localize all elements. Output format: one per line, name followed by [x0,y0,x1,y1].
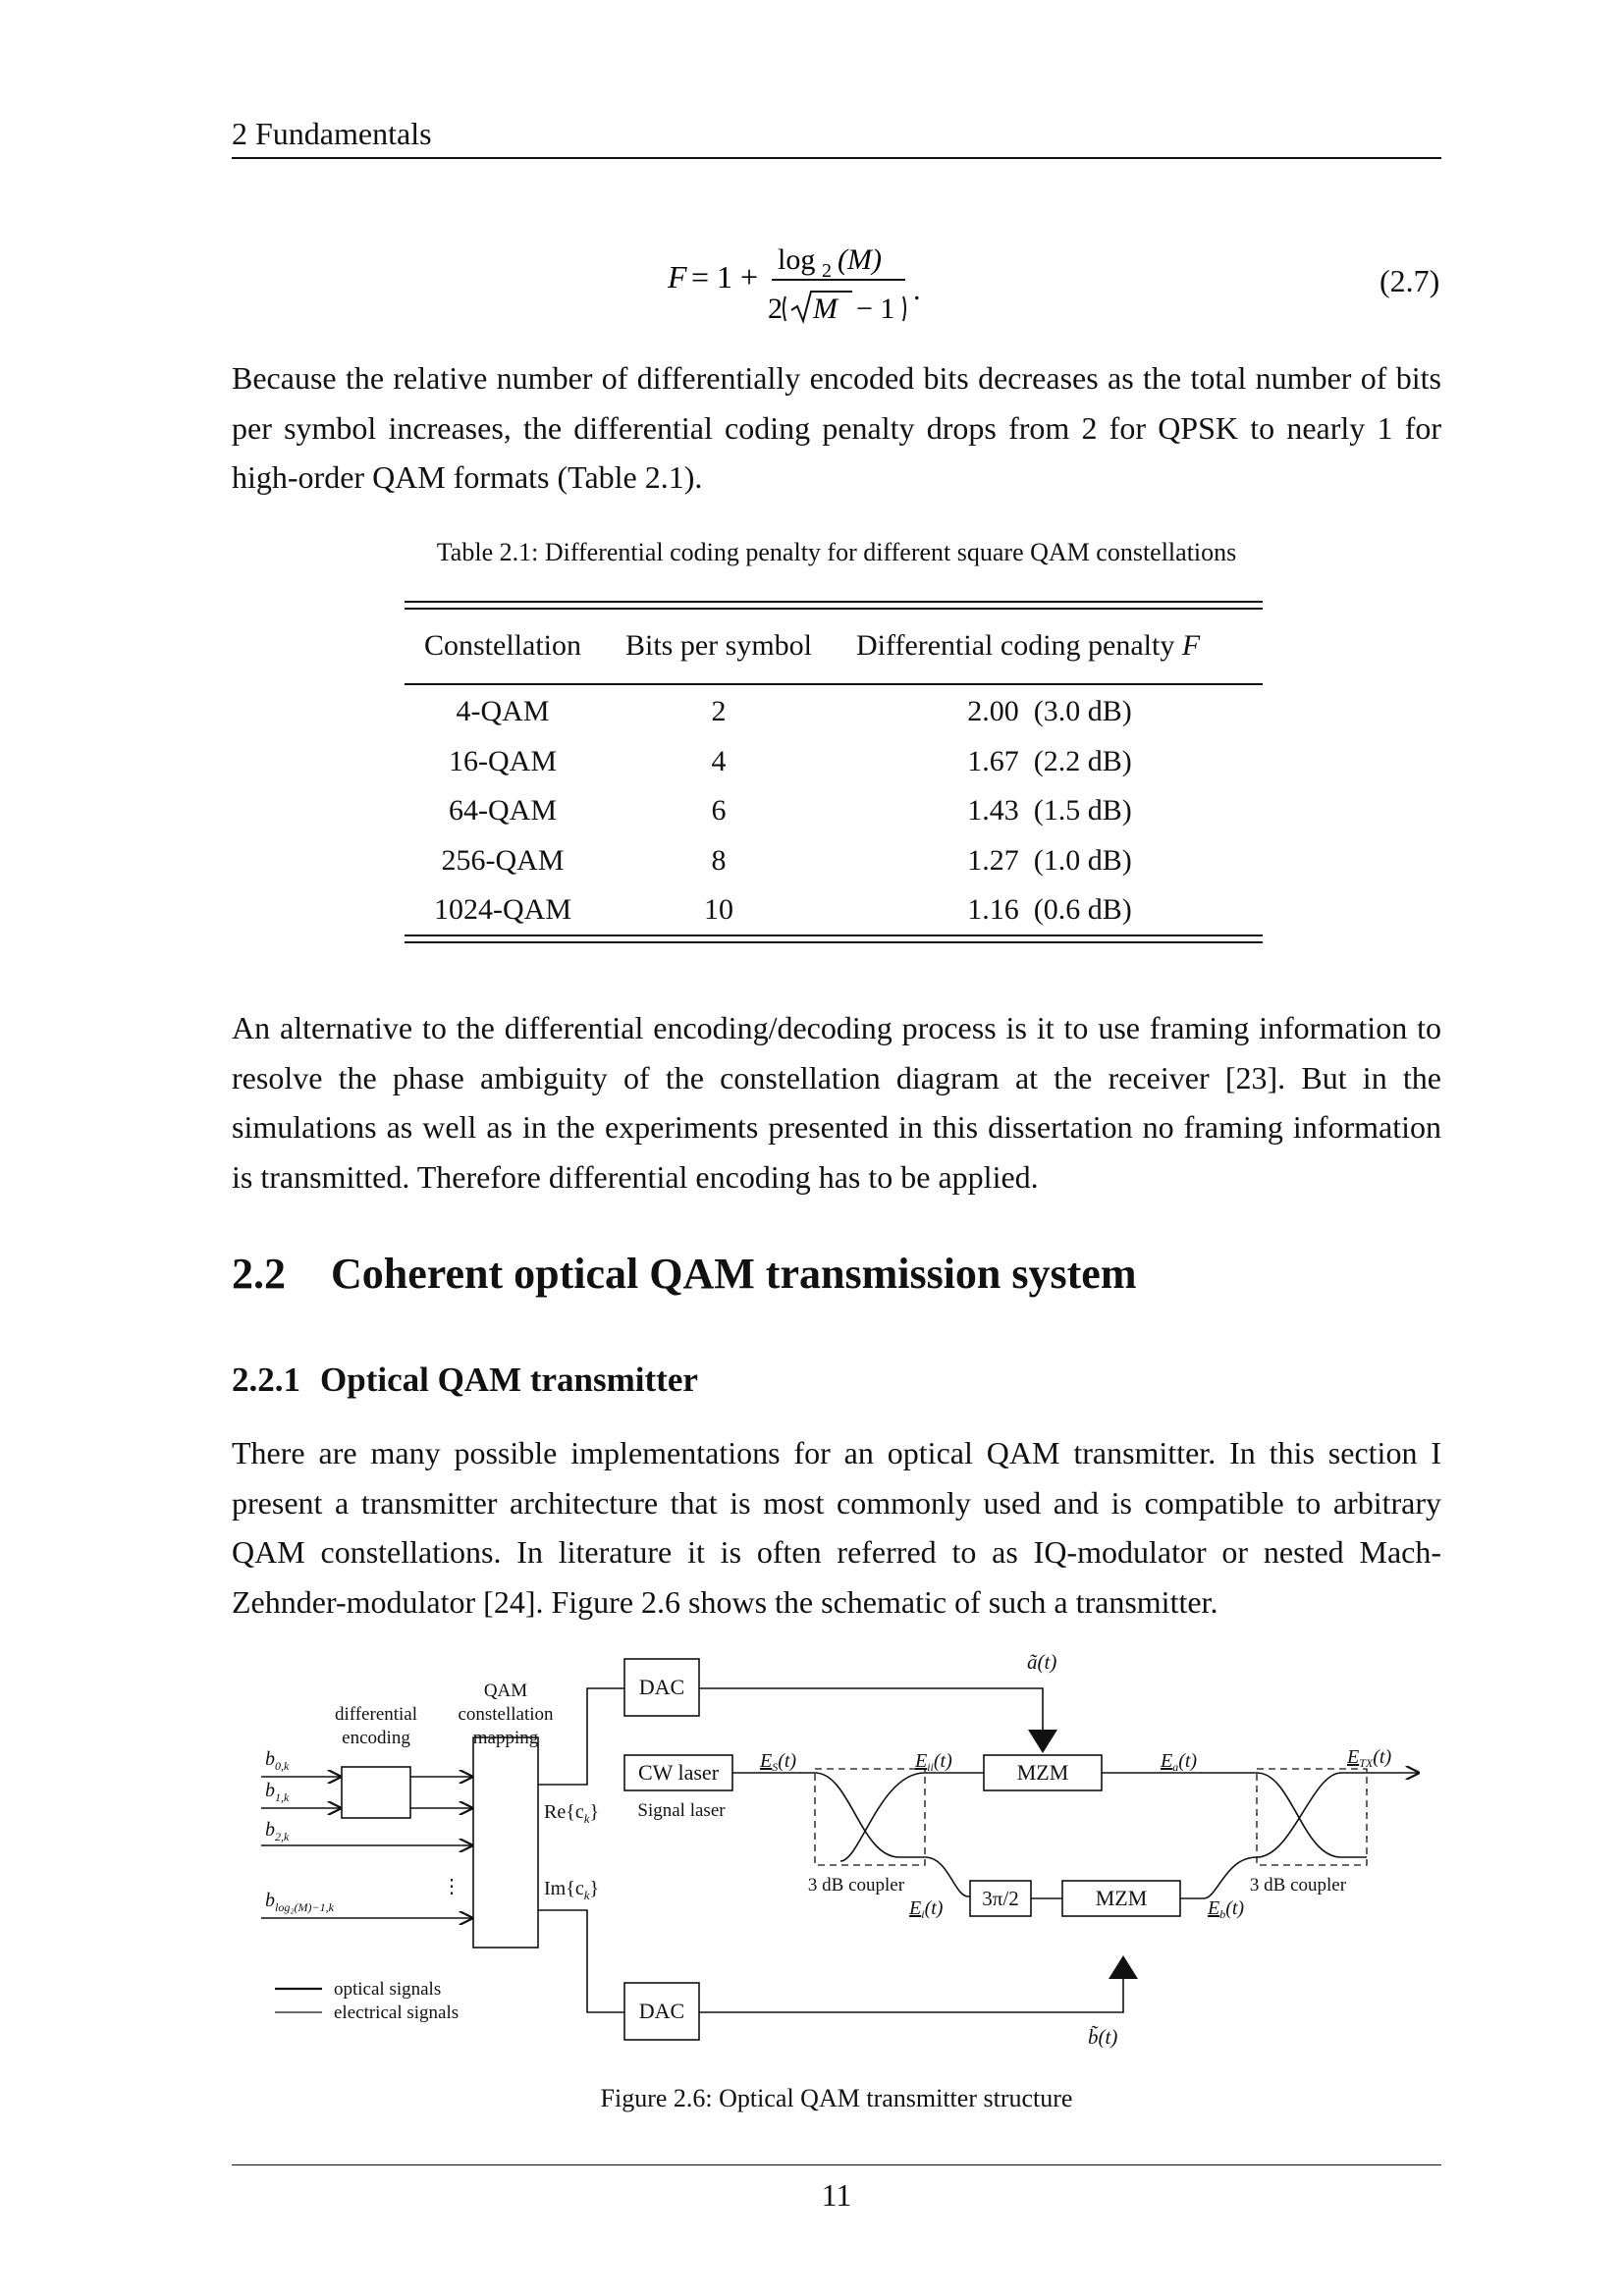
table-cell: 1024-QAM [434,893,571,927]
table-cell: 10 [704,893,733,927]
coupler-left-box [815,1769,925,1865]
label-ea: $E_a(t)$ [1161,1750,1198,1774]
label-coupler-right: 3 dB coupler [1249,1875,1347,1896]
running-head: 2 Fundamentals [232,116,432,151]
eq-num-sub: 2 [822,260,832,282]
table-bottom-rule-2 [405,941,1263,943]
label-a-t: ã(t) [1027,1650,1057,1674]
header-rule [232,157,1441,159]
legend-optical-label: optical signals [334,1979,442,2000]
label-b-t: b̃(t) [1088,2025,1118,2049]
label-mzm-bottom: MZM [1095,1886,1148,1910]
table-cell: 256-QAM [441,843,565,877]
table-cell: 64-QAM [449,794,557,828]
line-re-to-dac [538,1688,624,1785]
eq-num-arg: (M) [838,243,882,276]
legend-electrical-label: electrical signals [334,2002,460,2023]
label-coupler-left: 3 dB coupler [807,1875,905,1896]
label-dac-top: DAC [638,1675,685,1699]
subsection-heading: 2.2.1 Optical QAM transmitter [232,1361,698,1399]
page-number: 11 [821,2177,852,2213]
equation-number: (2.7) [1380,263,1440,298]
table-cell: 6 [711,794,727,828]
eq-den-prefix: 2 [768,293,783,325]
label-im: $Im\{c_k\}$ [544,1878,600,1902]
table-header-cell: Bits per symbol [624,629,812,662]
table-caption: Table 2.1: Differential coding penalty for different square QAM constellations [436,538,1237,566]
label-ei: $E_i(t)$ [909,1897,944,1921]
table-cell: 2.00 (3.0 dB) [967,695,1132,728]
table-top-rule-2 [405,608,1263,610]
figure-caption: Figure 2.6: Optical QAM transmitter structure [600,2084,1073,2112]
penalty-table [405,620,1263,935]
diff-encoder-box [342,1767,410,1818]
table-row [405,836,1263,886]
table-header-row [405,620,1263,671]
table-row [405,885,1263,935]
paragraph-2: An alternative to the differential encoding/decoding process is it to use framing information to resolve the phase ambiguity of the constellation diagram at the receiver [23]. But in the simulations as well as in the experiments presented in this dissertation no framing information is transmitted. Therefore differential encoding has to be applied. [232,1010,1441,1195]
eq-den-m: M [813,293,838,325]
eq-end: . [913,274,921,306]
label-mzm-top: MZM [1016,1760,1069,1785]
table-cell: 2 [711,695,727,728]
label-phase-shift: 3π/2 [982,1887,1019,1910]
label-eii: $E_{ii}(t)$ [915,1750,952,1774]
table-cell: 4-QAM [456,695,550,728]
label-encoding: encoding [342,1728,410,1748]
eq-sign: = 1 + [691,259,759,294]
drive-line-top [699,1688,1043,1737]
label-dac-bottom: DAC [638,1999,685,2023]
table-cell: 4 [711,744,727,777]
table-cell: 1.67 (2.2 dB) [967,744,1132,777]
footer-rule [232,2164,1441,2165]
label-re: $Re\{c_k\}$ [544,1801,600,1826]
qam-mapping-box [473,1737,538,1948]
label-etx: $E_{TX}(t)$ [1347,1746,1392,1770]
table-cell: 1.16 (0.6 dB) [967,893,1132,927]
label-constellation: constellation [458,1704,554,1725]
label-qam: QAM [483,1681,528,1701]
label-b1: $b_{1,k}$ [265,1780,290,1804]
table-cell: 16-QAM [449,744,557,777]
table-cell: 8 [711,843,727,877]
table-cell: 1.27 (1.0 dB) [967,843,1132,877]
label-mapping: mapping [472,1728,539,1748]
label-dots: ⋮ [442,1876,461,1897]
paragraph-3: There are many possible implementations for an optical QAM transmitter. In this section I present a transmitter architecture that is most commonly used and is compatible to arbitrary QAM constellations. In literature it is often referred to as IQ-modulator or nested Mach-Zehnder-modulator [24]. Figure 2.6 shows the schematic of such a transmitter. [232,1435,1441,1620]
label-signal-laser: Signal laser [637,1800,726,1821]
eq-lhs: F [668,259,687,294]
label-cw-laser: CW laser [637,1760,720,1785]
eq-den-rest: − 1 [856,293,895,325]
label-blast: $b_{log_2(M)-1,k}$ [265,1890,334,1914]
table-row [405,737,1263,787]
label-differential: differential [334,1704,418,1725]
table-row [405,786,1263,836]
drive-line-bottom [699,1979,1123,2012]
table-header-cell: Constellation [424,629,581,662]
drive-arrow-bottom [1109,1955,1138,1979]
line-im-to-dac [538,1910,624,2012]
section-heading: 2.2 Coherent optical QAM transmission system [232,1250,1137,1298]
table-cell: 1.43 (1.5 dB) [967,794,1132,828]
label-eb: $E_b(t)$ [1208,1897,1245,1921]
drive-arrow-top [1028,1730,1057,1753]
label-es: $E_S(t)$ [760,1750,797,1774]
eq-numerator: log [778,243,816,276]
table-header-cell: Differential coding penalty F [856,629,1201,662]
table-row [405,687,1263,737]
table-top-rule-1 [405,601,1263,603]
label-b2: $b_{2,k}$ [265,1819,290,1843]
equation-2-7 [648,226,1237,334]
label-b0: $b_{0,k}$ [265,1748,290,1773]
paragraph-1: Because the relative number of differentially encoded bits decreases as the total number of bits per symbol increases, the differential coding penalty drops from 2 for QPSK to nearly 1 for high-order QAM formats (Table 2.1). [232,360,1441,495]
transmitter-diagram [232,1639,1441,2061]
